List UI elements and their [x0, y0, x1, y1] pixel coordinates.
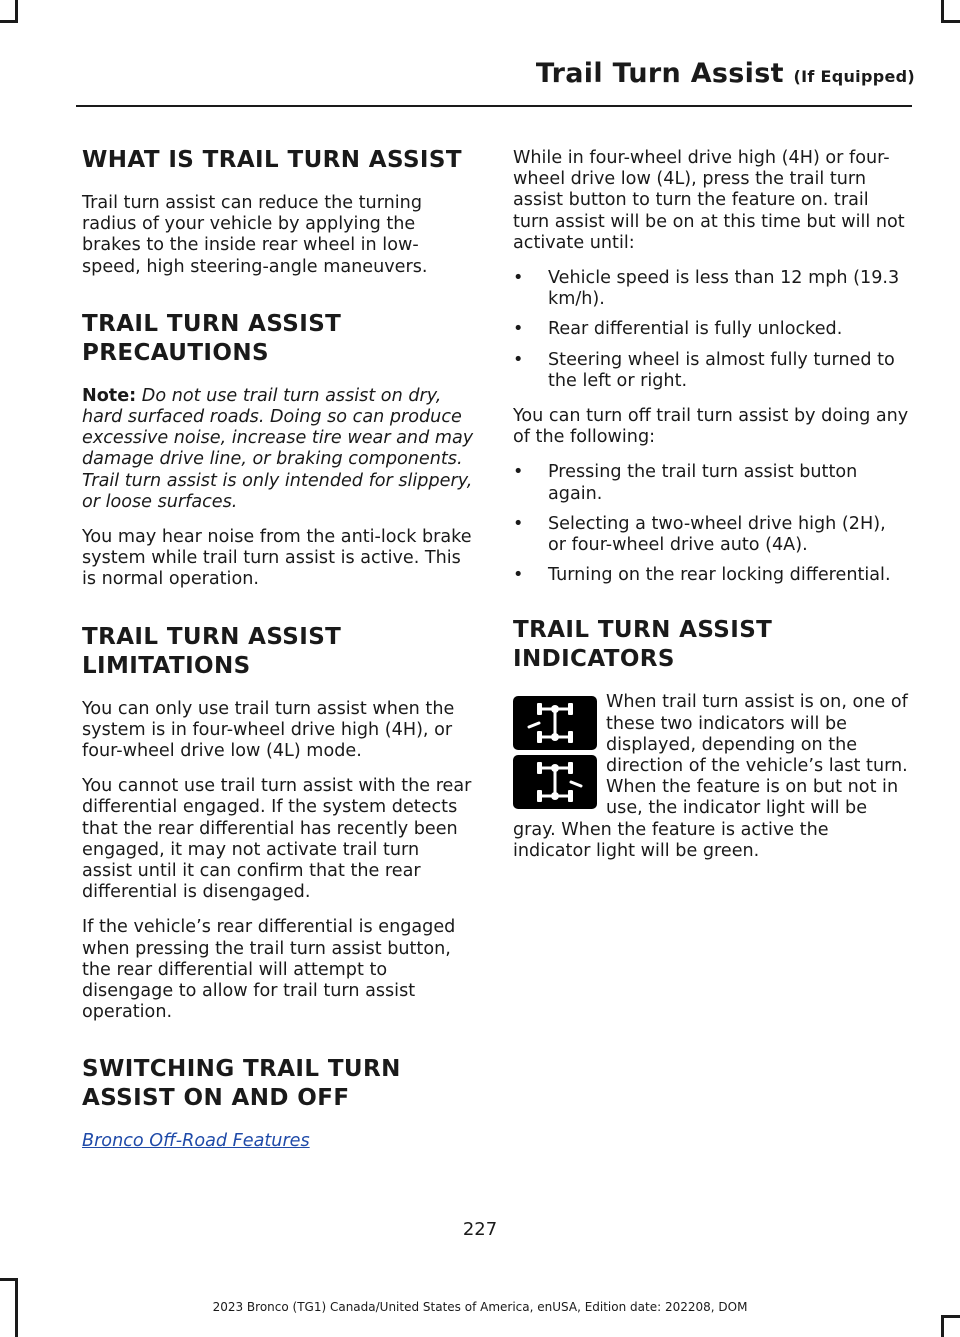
list-item — [513, 514, 909, 556]
note-paragraph — [82, 386, 474, 513]
header-divider — [76, 105, 912, 107]
list-item — [513, 565, 909, 586]
activation-conditions-list — [513, 268, 909, 392]
page-header-title — [0, 58, 915, 89]
trail-turn-assist-right-indicator-icon — [513, 755, 597, 809]
list-item-text: Vehicle speed is less than 12 mph (19.3 km/h). — [548, 268, 900, 310]
paragraph: You can only use trail turn assist when the system is in four-wheel drive high (4H), or four-wheel drive low (4L) mode. — [82, 698, 455, 762]
list-item-text: Pressing the trail turn assist button again. — [548, 462, 858, 504]
crop-mark — [941, 20, 960, 23]
list-item — [513, 319, 909, 340]
indicator-icons — [513, 696, 598, 814]
section-heading-precautions — [82, 310, 474, 368]
edition-footer: 2023 Bronco (TG1) Canada/United States of America, enUSA, Edition date: 202208, DOM — [212, 1300, 748, 1314]
heading-line: LIMITATIONS — [82, 652, 251, 679]
paragraph: You may hear noise from the anti-lock brake system while trail turn assist is active. This is normal operation. — [82, 527, 472, 590]
header-title-suffix: (If Equipped) — [793, 67, 915, 86]
heading-line: TRAIL TURN ASSIST — [82, 310, 342, 337]
note-label: Note: — [82, 385, 137, 406]
section-heading-limitations — [82, 623, 474, 681]
list-item — [513, 462, 909, 504]
heading-line: INDICATORS — [513, 646, 675, 673]
list-item-text: Rear differential is fully unlocked. — [548, 319, 843, 340]
heading-line: ASSIST ON AND OFF — [82, 1085, 350, 1112]
bullet: • — [513, 513, 524, 534]
section-heading-indicators — [513, 616, 909, 674]
heading-line: TRAIL TURN ASSIST — [513, 617, 773, 644]
bronco-off-road-features-link[interactable]: Bronco Off-Road Features — [82, 1131, 310, 1152]
crop-mark — [941, 0, 944, 22]
heading-line: TRAIL TURN ASSIST — [82, 623, 342, 650]
list-item-text: Steering wheel is almost fully turned to the left or right. — [548, 349, 895, 391]
paragraph: You cannot use trail turn assist with the rear differential engaged. If the system detects that the rear differential has recently been engaged, it may not activate trail turn assist until it can confirm that the rear differential is disengaged. — [82, 776, 472, 903]
crop-mark — [941, 1315, 944, 1337]
paragraph: You can turn off trail turn assist by doing any of the following: — [513, 406, 909, 448]
turn-off-methods-list — [513, 462, 909, 586]
indicator-description: When trail turn assist is on, one of these two indicators will be displayed, depending on the direction of the vehicle’s last turn. When the feature is on but not in use, the indicator light will be gray. When the feature is active the indicator light will be green. — [513, 692, 908, 861]
left-column — [82, 146, 474, 1151]
heading-line: SWITCHING TRAIL TURN — [82, 1056, 401, 1083]
paragraph: While in four-wheel drive high (4H) or four-wheel drive low (4L), press the trail turn assist button to turn the feature on. trail turn assist will be on at this time but will not activate until: — [513, 148, 905, 253]
note-text: Do not use trail turn assist on dry, hard surfaced roads. Doing so can produce excessive noise, increase tire wear and may damage drive line, or braking components. Trail turn assist is only intended for slippery, or loose surfaces. — [82, 385, 474, 512]
indicators-block — [513, 692, 909, 862]
list-item — [513, 268, 909, 310]
crop-mark — [15, 0, 18, 22]
bullet: • — [513, 462, 524, 483]
section-heading-switching — [82, 1055, 474, 1113]
bullet: • — [513, 349, 524, 370]
list-item-text: Turning on the rear locking differential. — [548, 565, 891, 586]
heading-line: PRECAUTIONS — [82, 339, 269, 366]
crop-mark — [0, 20, 18, 23]
trail-turn-assist-left-indicator-icon — [513, 696, 597, 750]
page-number: 227 — [462, 1219, 498, 1240]
paragraph: If the vehicle’s rear differential is engaged when pressing the trail turn assist button, the rear differential will attempt to disengage to allow for trail turn assist operation. — [82, 917, 456, 1023]
crop-mark — [0, 1278, 18, 1281]
header-title-text: Trail Turn Assist — [535, 58, 784, 89]
list-item — [513, 350, 909, 392]
bullet: • — [513, 565, 524, 586]
paragraph: Trail turn assist can reduce the turning radius of your vehicle by applying the brakes to the inside rear wheel in low-speed, high steering-angle maneuvers. — [82, 193, 428, 277]
list-item-text: Selecting a two-wheel drive high (2H), or four-wheel drive auto (4A). — [548, 513, 886, 556]
right-column — [513, 148, 909, 876]
crop-mark — [941, 1315, 960, 1318]
bullet: • — [513, 319, 524, 340]
bullet: • — [513, 268, 524, 289]
section-heading-what-is: WHAT IS TRAIL TURN ASSIST — [82, 147, 462, 173]
